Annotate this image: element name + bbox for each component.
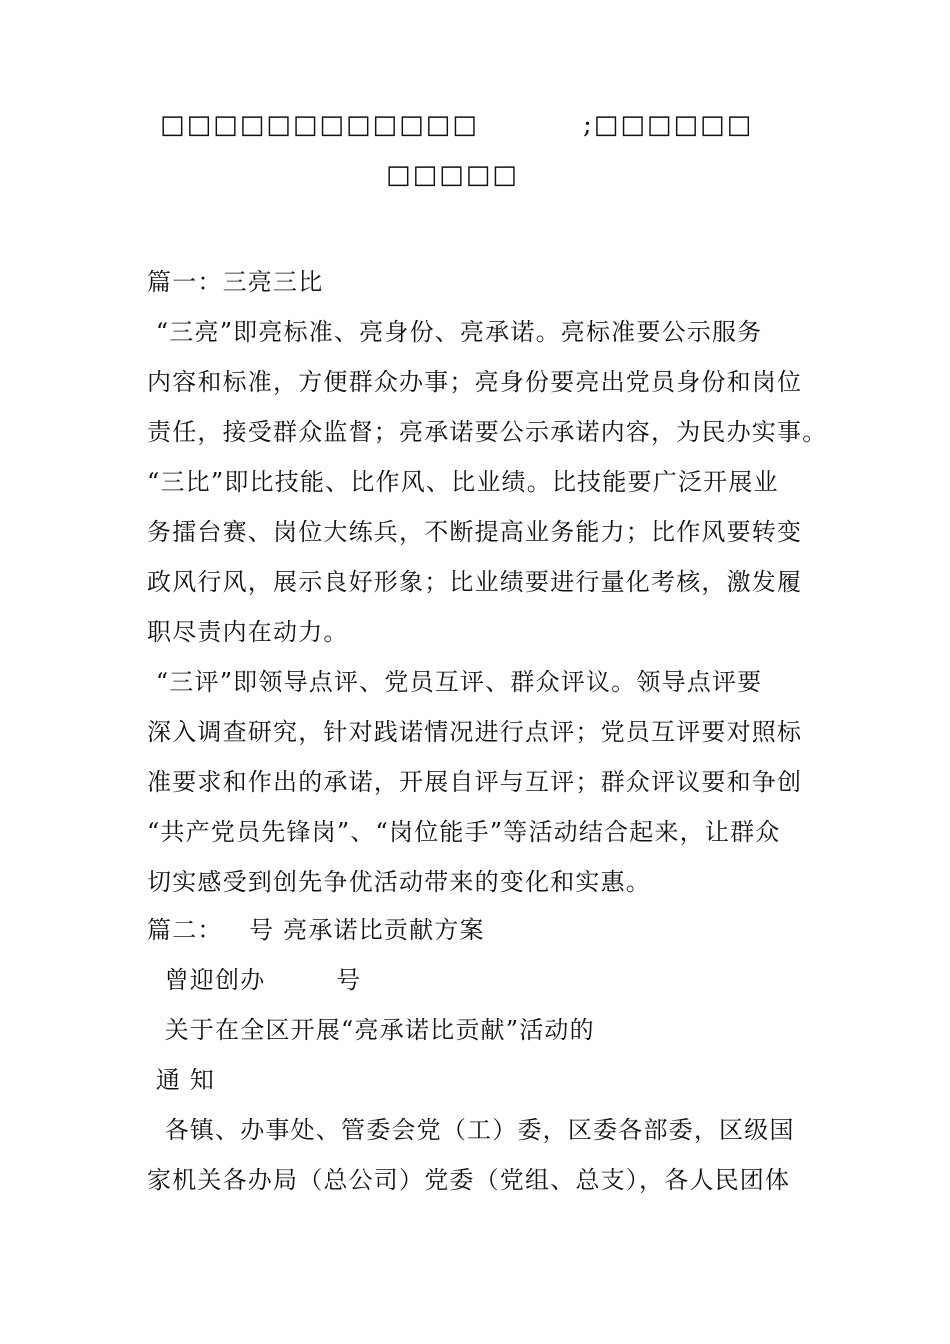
paragraph-line: 各镇、办事处、管委会党（工）委，区委各部委，区级国 — [147, 1116, 795, 1144]
paragraph-line: 责任，接受群众监督；亮承诺要公示承诺内容，为民办实事。 — [147, 418, 828, 446]
paragraph-line: “共产党员先锋岗”、“岗位能手”等活动结合起来，让群众 — [147, 818, 781, 846]
paragraph-line: 务擂台赛、岗位大练兵，不断提高业务能力；比作风要转变 — [147, 518, 803, 546]
title-line-1-right: ;□□□□□□ — [583, 110, 754, 140]
paragraph-line: “三比”即比技能、比作风、比业绩。比技能要广泛开展业 — [147, 468, 779, 496]
paragraph-line: 准要求和作出的承诺，开展自评与互评；群众评议要和争创 — [147, 768, 803, 796]
notice-title-line: 关于在全区开展“亮承诺比贡献”活动的 — [147, 1016, 595, 1044]
section-heading-2: 篇二： 号 亮承诺比贡献方案 — [147, 916, 485, 944]
notice-heading: 通 知 — [147, 1066, 216, 1094]
paragraph-line: 家机关各办局（总公司）党委（党组、总支），各人民团体 — [147, 1166, 791, 1194]
paragraph-line: 切实感受到创先争优活动带来的变化和实惠。 — [147, 868, 651, 896]
paragraph-line: 深入调查研究，针对践诺情况进行点评；党员互评要对照标 — [147, 718, 803, 746]
paragraph-line: 内容和标准，方便群众办事；亮身份要亮出党员身份和岗位 — [147, 368, 803, 396]
title-line-1-left: □□□□□□□□□□□□ — [160, 110, 479, 140]
title-line-2: □□□□□ — [386, 160, 519, 190]
paragraph-line: “三亮”即亮标准、亮身份、亮承诺。亮标准要公示服务 — [147, 318, 763, 346]
paragraph-line: 职尽责内在动力。 — [147, 618, 349, 646]
document-number-line: 曾迎创办 号 — [147, 966, 362, 994]
paragraph-line: 政风行风，展示良好形象；比业绩要进行量化考核，激发履 — [147, 568, 803, 596]
section-heading-1: 篇一：三亮三比 — [147, 268, 324, 296]
paragraph-line: “三评”即领导点评、党员互评、群众评议。领导点评要 — [147, 668, 763, 696]
